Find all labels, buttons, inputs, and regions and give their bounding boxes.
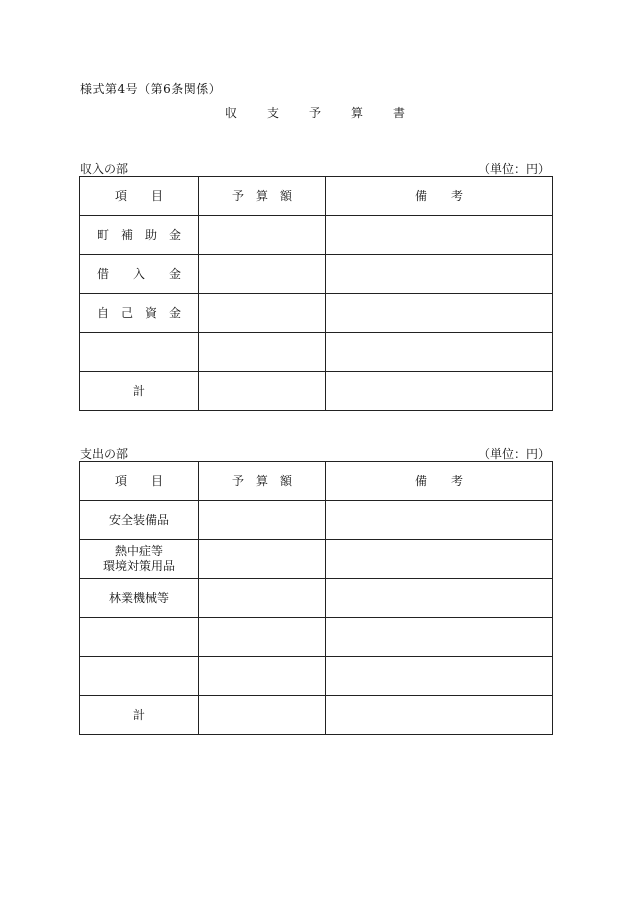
income-section-label: 収入の部: [80, 162, 129, 176]
income-header-remarks: 備 考: [326, 177, 553, 216]
expense-item-cell[interactable]: [80, 657, 199, 696]
expense-remarks-cell[interactable]: [326, 657, 553, 696]
table-row: [80, 294, 553, 333]
income-header-amount: 予 算 額: [199, 177, 326, 216]
expense-table: [79, 461, 553, 735]
expense-total-row: [80, 696, 553, 735]
expense-item-cell: 安全装備品: [80, 501, 199, 540]
income-amount-cell[interactable]: [199, 294, 326, 333]
expense-section-label: 支出の部: [80, 447, 129, 461]
document-title: 収 支 予 算 書: [224, 106, 414, 120]
income-item-cell: 自 己 資 金: [80, 294, 199, 333]
expense-amount-cell[interactable]: [199, 618, 326, 657]
income-remarks-cell[interactable]: [326, 255, 553, 294]
table-row: [80, 501, 553, 540]
expense-item-cell: 林業機械等: [80, 579, 199, 618]
expense-item-line1: 熱中症等: [114, 544, 163, 558]
expense-header-remarks: 備 考: [326, 462, 553, 501]
income-header-item: 項 目: [80, 177, 199, 216]
income-remarks-cell[interactable]: [326, 216, 553, 255]
expense-item-cell: [80, 540, 199, 579]
expense-total-amount[interactable]: [199, 696, 326, 735]
expense-total-label: 計: [80, 696, 199, 735]
income-amount-cell[interactable]: [199, 255, 326, 294]
expense-amount-cell[interactable]: [199, 540, 326, 579]
table-row: [80, 333, 553, 372]
income-total-row: [80, 372, 553, 411]
expense-amount-cell[interactable]: [199, 657, 326, 696]
income-total-remarks[interactable]: [326, 372, 553, 411]
expense-amount-cell[interactable]: [199, 579, 326, 618]
expense-remarks-cell[interactable]: [326, 540, 553, 579]
expense-header-amount: 予 算 額: [199, 462, 326, 501]
expense-item-cell[interactable]: [80, 618, 199, 657]
income-item-cell[interactable]: [80, 333, 199, 372]
form-number: 様式第4号（第6条関係）: [80, 82, 222, 96]
income-table: [79, 176, 553, 411]
expense-total-remarks[interactable]: [326, 696, 553, 735]
table-row: [80, 540, 553, 579]
expense-remarks-cell[interactable]: [326, 579, 553, 618]
income-total-label: 計: [80, 372, 199, 411]
income-amount-cell[interactable]: [199, 216, 326, 255]
expense-header-item: 項 目: [80, 462, 199, 501]
table-row: [80, 657, 553, 696]
table-row: [80, 255, 553, 294]
income-item-cell: 町 補 助 金: [80, 216, 199, 255]
income-remarks-cell[interactable]: [326, 294, 553, 333]
expense-header-row: [80, 462, 553, 501]
expense-remarks-cell[interactable]: [326, 618, 553, 657]
income-amount-cell[interactable]: [199, 333, 326, 372]
table-row: [80, 618, 553, 657]
income-total-amount[interactable]: [199, 372, 326, 411]
expense-amount-cell[interactable]: [199, 501, 326, 540]
expense-remarks-cell[interactable]: [326, 501, 553, 540]
income-remarks-cell[interactable]: [326, 333, 553, 372]
income-unit-label: （単位：円）: [477, 162, 550, 176]
income-header-row: [80, 177, 553, 216]
income-item-cell: 借 入 金: [80, 255, 199, 294]
expense-unit-label: （単位：円）: [477, 447, 550, 461]
table-row: [80, 579, 553, 618]
expense-item-line2: 環境対策用品: [102, 559, 175, 573]
table-row: [80, 216, 553, 255]
